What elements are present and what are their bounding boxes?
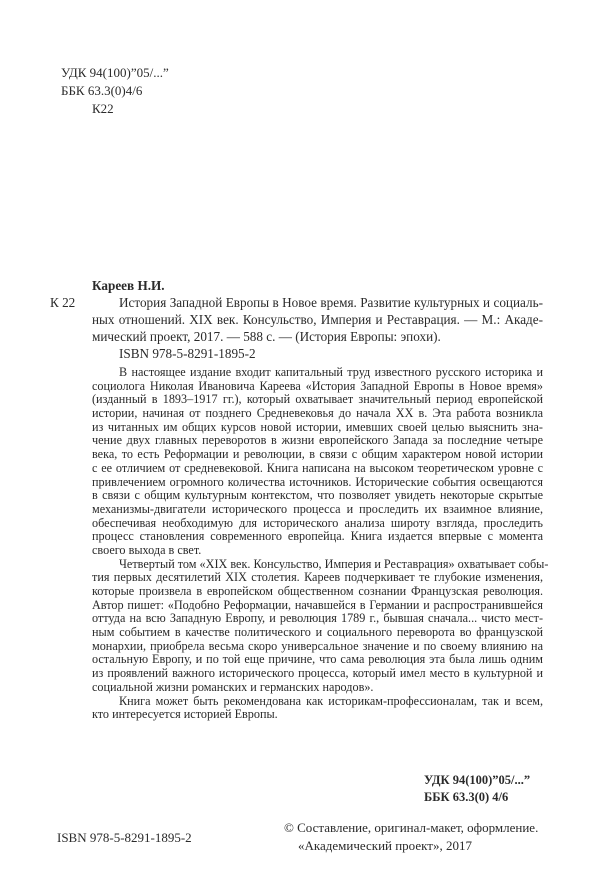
annotation-line: монархии, приобрела весьма скоро универсальное значение и по своему влиянию на xyxy=(92,638,543,653)
annotation-line: обеспечивая необходимую для исторического анализа широту взгляда, проследить xyxy=(92,515,543,530)
annotation-line: привлечением огромного количества источников. Исторические события освещаются xyxy=(92,474,543,489)
annotation-line: В настоящее издание входит капитальный труд известного русского историка и xyxy=(119,365,543,379)
isbn-footer: ISBN 978-5-8291-1895-2 xyxy=(57,830,192,845)
copyright-line-2: «Академический проект», 2017 xyxy=(298,838,472,853)
bbk-footer: ББК 63.3(0) 4/6 xyxy=(424,790,509,804)
side-author-code: К 22 xyxy=(50,295,76,310)
annotation-line: своего выхода в свет. xyxy=(92,542,202,557)
annotation-line: века, то есть Реформации и революции, в связи с общим характером новой истории xyxy=(92,447,543,462)
annotation-line: социальной жизни романских и германских народов». xyxy=(92,679,374,694)
author-name: Кареев Н.И. xyxy=(92,278,165,293)
annotation-line: из проявлений важного исторического процесса, который имел место в культурной и xyxy=(92,666,543,681)
annotation-line: кто интересуется историей Европы. xyxy=(92,707,278,722)
annotation-line: с ее отличием от средневековой. Книга написана на высоком теоретическом уровне с xyxy=(92,460,543,475)
annotation-line: ным событием в качестве политического и социального переворота во французской xyxy=(92,625,543,640)
card-line: мический проект, 2017. — 588 с. — (История Европы: эпохи). xyxy=(92,329,441,344)
annotation-line: которые произвела в европейском общественном сознании Французская революция. xyxy=(92,584,543,598)
annotation-line: оттуда на всю Западную Европу, и революция 1789 г., бывшая сначала... чисто мест- xyxy=(92,611,543,626)
annotation xyxy=(92,365,549,722)
annotation-line: социолога Николая Ивановича Кареева «История Западной Европы в Новое время» xyxy=(92,378,543,393)
annotation-line: Книга может быть рекомендована как историкам-профессионалам, так и всем, xyxy=(119,693,543,708)
card-isbn: ISBN 978-5-8291-1895-2 xyxy=(119,346,256,361)
copyright-line-1: © Составление, оригинал-макет, оформление. xyxy=(284,820,539,835)
card-line: История Западной Европы в Новое время. Развитие культурных и социаль- xyxy=(119,295,543,310)
annotation-line: (изданный в 1893–1917 гг.), который охватывает значительный период европейской xyxy=(92,392,543,407)
udk-header: УДК 94(100)”05/...” xyxy=(61,65,169,80)
udk-footer: УДК 94(100)”05/...” xyxy=(424,773,531,787)
annotation-line: Автор пишет: «Подобно Реформации, начавшейся в Германии и распространившейся xyxy=(92,597,543,612)
catalog-card xyxy=(92,277,543,362)
annotation-line: в связи с общим культурным контекстом, что позволяет увидеть некоторые скрытые xyxy=(92,488,543,503)
bbk-header: ББК 63.3(0)4/6 xyxy=(61,83,143,98)
annotation-line: истории, начиная от позднего Средневековья до начала XX в. Эта работа возникла xyxy=(92,406,543,421)
annotation-line: чение двух главных переворотов в жизни европейского Запада за последние четыре xyxy=(92,433,543,448)
annotation-line: механизмы-двигатели исторического процесса и проследить их взаимное влияние, xyxy=(92,501,543,516)
annotation-line: из читанных им общих курсов новой истории, имевших своей целью выяснить зна- xyxy=(92,419,543,434)
annotation-line: процесс становления современного европейца. Книга издается впервые с момента xyxy=(92,529,543,544)
annotation-line: тия первых десятилетий XIX столетия. Кареев подчеркивает те глубокие изменения, xyxy=(92,570,543,585)
card-line: ных отношений. XIX век. Консульство, Империя и Реставрация. — М.: Акаде- xyxy=(92,312,543,327)
author-code: К22 xyxy=(92,101,114,116)
annotation-line: остальную Европу, и по той еще причине, что сама революция эта была лишь одним xyxy=(92,652,543,667)
annotation-line: Четвертый том «XIX век. Консульство, Империя и Реставрация» охватывает собы- xyxy=(119,556,549,571)
